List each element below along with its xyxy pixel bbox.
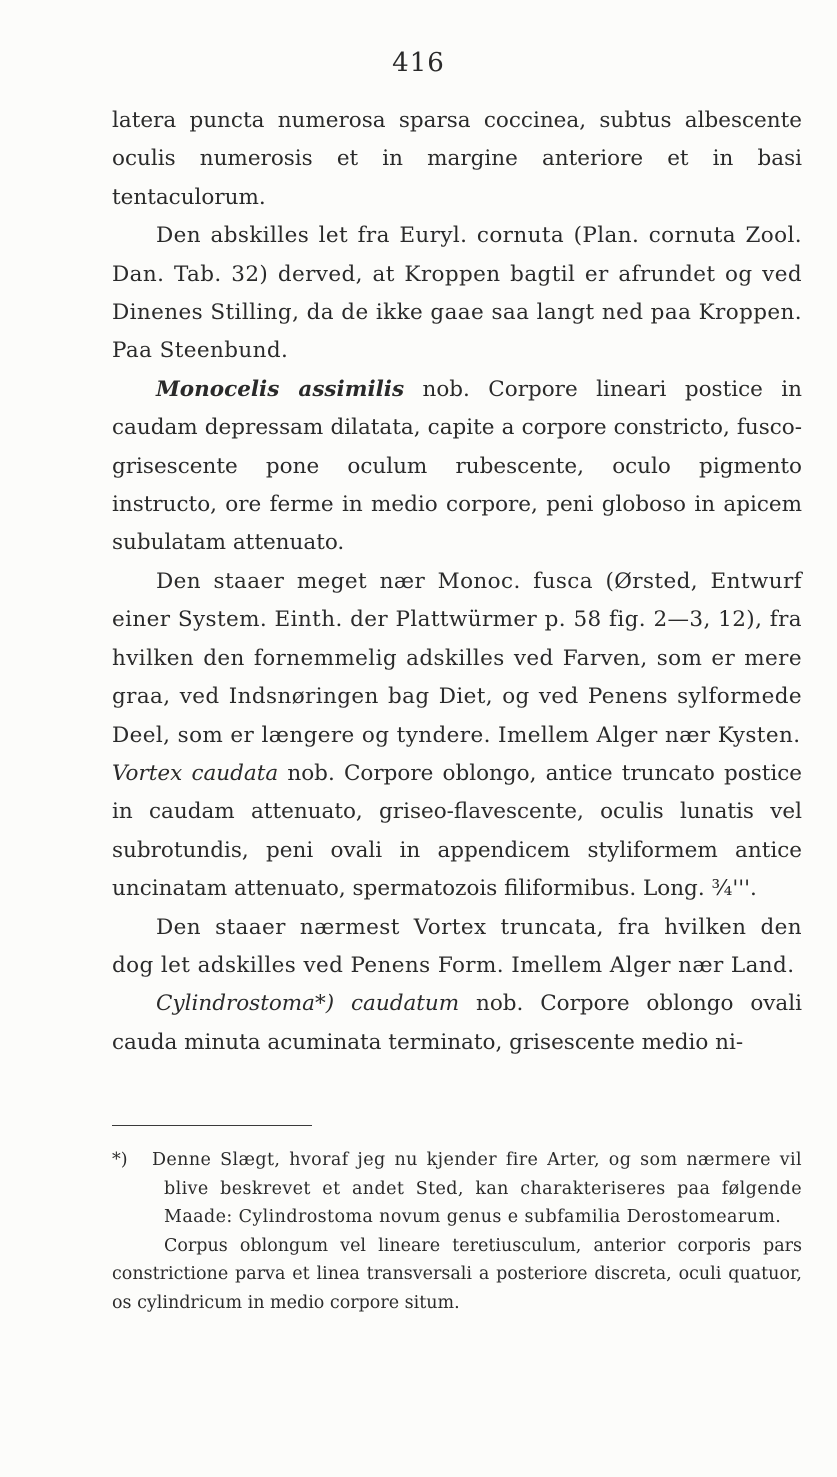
page-number: 416	[392, 48, 445, 78]
paragraph-vortex	[112, 755, 802, 909]
paragraph-continuation: latera puncta numerosa sparsa coccinea, subtus albescente oculis numerosis et in margine anteriore et in basi tentaculorum.	[112, 108, 802, 210]
footnote	[112, 1146, 802, 1318]
footnote-paragraph-1	[112, 1146, 802, 1232]
footnote-paragraph-2: Corpus oblongum vel lineare teretiusculum, anterior corporis pars constrictione parva et linea transversali a posteriore discreta, oculi quatuor, os cylindricum in medio corpore situm.	[112, 1235, 802, 1313]
paragraph-comparison-euryl: Den abskilles let fra Euryl. cornuta (Plan. cornuta Zool. Dan. Tab. 32) derved, at Kroppen bagtil er afrundet og ved Dinenes Stilling, da de ikke gaae saa langt ned paa Kroppen. Paa Steenbund.	[112, 223, 802, 364]
main-text	[112, 102, 802, 1062]
footnote-divider	[112, 1125, 312, 1126]
footnote-marker: *)	[112, 1150, 128, 1170]
genus-name-cylindrostoma: Cylindrostoma*)	[156, 991, 335, 1017]
species-description-cylindrostoma: nob. Corpore oblongo ovali cauda minuta acuminata terminato, grisescente medio ni-	[112, 991, 802, 1055]
species-description-monocelis: nob. Corpore lineari postice in caudam depressam dilatata, capite a corpore constricto, fusco-grisescente pone oculum rubescente, oculo pigmento instructo, ore ferme in medio corpore, peni globoso in apicem subulatam attenuato.	[112, 376, 802, 556]
species-description-vortex: nob. Corpore oblongo, antice truncato postice in caudam attenuato, griseo-flavescente, oculis lunatis vel subrotundis, peni ovali in appendicem styliformem antice uncinatam attenuato, spermatozois filiformibus. Long. ¾'''.	[112, 760, 803, 902]
paragraph-cylindrostoma	[112, 985, 802, 1062]
paragraph-monocelis	[112, 371, 802, 563]
paragraph-comparison-vortex: Den staaer nærmest Vortex truncata, fra hvilken den dog let adskilles ved Penens Form. Imellem Alger nær Land.	[112, 914, 802, 978]
paragraph-comparison-monoc: Den staaer meget nær Monoc. fusca (Ørsted, Entwurf einer System. Einth. der Plattwürmer p. 58 fig. 2—3, 12), fra hvilken den fornemmelig adskilles ved Farven, som er mere graa, ved Indsnøringen bag Diet, og ved Penens sylformede Deel, som er længere og tyndere. Imellem Alger nær Kysten.	[112, 568, 802, 748]
footnote-text-1: Denne Slægt, hvoraf jeg nu kjender fire Arter, og som nærmere vil blive beskrevet et andet Sted, kan charakteriseres paa følgende Maade: Cylindrostoma novum genus e subfamilia Derostomearum.	[152, 1150, 802, 1228]
species-name-vortex: Vortex caudata	[112, 760, 279, 786]
species-name-monocelis: Monocelis assimilis	[156, 376, 405, 402]
species-name-caudatum: caudatum	[350, 991, 460, 1017]
